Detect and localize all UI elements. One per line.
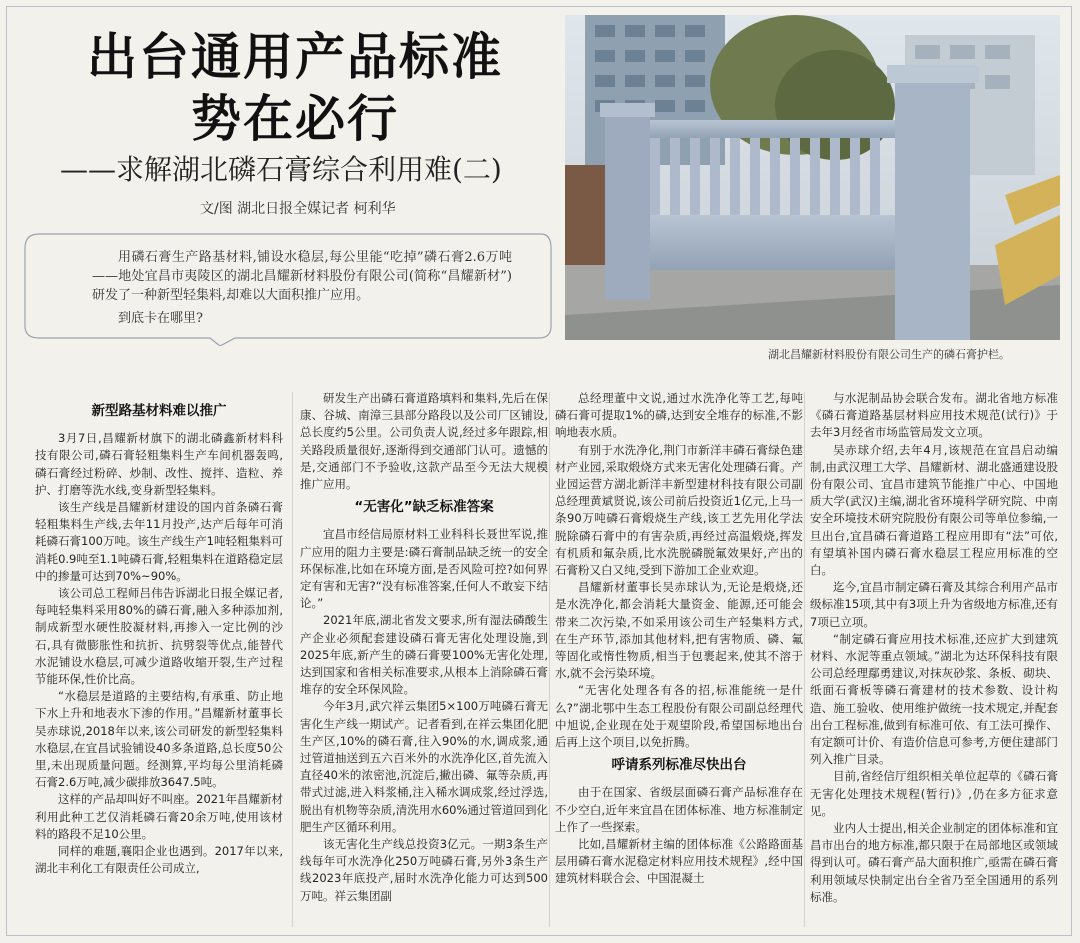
paragraph: 3月7日,昌耀新材旗下的湖北磷鑫新材料科技有限公司,磷石膏轻粗集料生产车间机器轰鸣,磷石膏经过粉碎、炒制、改性、搅拌、造粒、养护、打磨等洗水线,变身新型轻集料。 — [35, 431, 283, 497]
subtitle: ——求解湖北磷石膏综合利用难(二) — [60, 153, 502, 186]
article-column-4 — [810, 390, 1058, 930]
section-heading-1: 新型路基材料难以推广 — [91, 403, 227, 419]
paragraph: 迄今,宜昌市制定磷石膏及其综合利用产品市级标准15项,其中有3项上升为省级地方标准,还有7项已立项。 — [810, 580, 1058, 629]
byline: 文/图 湖北日报全媒记者 柯利华 — [200, 201, 396, 217]
article-column-3 — [555, 390, 803, 930]
paragraph: 该无害化生产线总投资3亿元。一期3条生产线每年可水洗净化250万吨磷石膏,另外3条生产线2023年底投产,届时水洗净化能力可达到500万吨。祥云集团副 — [300, 837, 548, 903]
section-heading-3: 呼请系列标准尽快出台 — [611, 757, 747, 774]
paragraph: 比如,昌耀新材主编的团体标准《公路路面基层用磷石膏水泥稳定材料应用技术规程》,经中国建筑材料联合会、中国混凝土 — [555, 837, 803, 886]
paragraph: 有别于水洗净化,荆门市新洋丰磷石膏绿色建材产业园,采取煅烧方式来无害化处理磷石膏。产业园运营方湖北新洋丰新型建材科技有限公司副总经理黄斌贤说,该公司前后投资近1亿元,上马一条90万吨磷石膏煅烧生产线,该工艺先用化学法脱除磷石膏中的有害杂质,再经过高温煅烧,挥发有机质和氟杂质,比水洗脱磷脱氟效果好,产出的石膏粉又白又纯,受到下游加工企业欢迎。 — [555, 442, 803, 578]
paragraph: “水稳层是道路的主要结构,有承重、防止地下水上升和地表水下渗的作用。”昌耀新材董事长吴赤球说,2018年以来,该公司研发的新型轻集料水稳层,在宜昌试验铺设40多条道路,总长度50公里,未出现质量问题。经测算,平均每公里消耗磷石膏2.6万吨,减少碳排放3647.5吨。 — [35, 689, 283, 790]
column-divider — [292, 392, 293, 927]
section-heading-2: “无害化”缺乏标准答案 — [354, 499, 494, 516]
photo-caption: 湖北昌耀新材料股份有限公司生产的磷石膏护栏。 — [768, 348, 1010, 361]
lead-question: 到底卡在哪里? — [118, 311, 203, 326]
paragraph: “制定磷石膏应用技术标准,还应扩大到建筑材料、水泥等重点领域。”湖北为达环保科技有限公司总经理鄢勇建议,对抹灰砂浆、条板、砌块、纸面石膏板等磷石膏建材的技术参数、设计构造、施工验收、使用维护做统一技术规定,并配套出台工程标准,做到有标准可依、有工法可操作、有定额可计价、有造价信息可参考,方便住建部门列入推广目录。 — [810, 631, 1058, 767]
paragraph: 这样的产品却叫好不叫座。2021年昌耀新材利用此种工艺仅消耗磷石膏20余万吨,使用该材料的路段不足10公里。 — [35, 792, 283, 841]
news-photo — [565, 15, 1060, 340]
paragraph: 研发生产出磷石膏道路填料和集料,先后在保康、谷城、南漳三县部分路段以及公司厂区铺设,总长度约5公里。公司负责人说,经过多年跟踪,相关路段质量很好,逐渐得到交通部门认可。遗憾的是,交通部门不予验收,这款产品至今无法大规模推广应用。 — [300, 391, 548, 492]
paragraph: 业内人士提出,相关企业制定的团体标准和宜昌市出台的地方标准,都只限于在局部地区或领域得到认可。磷石膏产品大面积推广,亟需在磷石膏利用领域尽快制定出台全省乃至全国通用的系列标准。 — [810, 821, 1058, 904]
column-divider — [804, 392, 805, 927]
headline-line-2: 势在必行 — [191, 90, 399, 148]
paragraph: 与水泥制品协会联合发布。湖北省地方标准《磷石膏道路基层材料应用技术规范(试行)》于去年3月经省市场监管局发文立项。 — [810, 391, 1058, 440]
paragraph: “无害化处理各有各的招,标准能统一是什么?”湖北鄂中生态工程股份有限公司副总经理代中旭说,企业现在处于观望阶段,希望国标地出台后再上这个项目,以免折腾。 — [555, 683, 803, 750]
article-column-1 — [35, 397, 283, 937]
paragraph: 今年3月,武穴祥云集团5×100万吨磷石膏无害化生产线一期试产。记者看到,在祥云集团化肥生产区,10%的磷石膏,往入90%的水,调成浆,通过管道抽送到五六百米外的水洗净化区,首先流入直径40米的浓密池,沉淀后,撇出磷、氟等杂质,再带式过滤,进入料浆桶,注入稀水调成浆,经过浮选,脱出有机物等杂质,清洗用水60%通过管道回到化肥生产区循环利用。 — [300, 699, 548, 834]
paragraph: 同样的难题,襄阳企业也遇到。2017年以来,湖北丰利化工有限责任公司成立, — [35, 844, 283, 876]
guardrail-photo-illustration — [565, 15, 1060, 340]
lead-paragraph: 用磷石膏生产路基材料,铺设水稳层,每公里能“吃掉”磷石膏2.6万吨——地处宜昌市夷陵区的湖北昌耀新材料股份有限公司(简称“昌耀新材”)研发了一种新型轻集料,却难以大面积推广应用。 — [92, 250, 512, 303]
paragraph: 总经理董中文说,通过水洗净化等工艺,每吨磷石膏可提取1%的磷,达到安全堆存的标准,不影响地表水质。 — [555, 391, 803, 440]
paragraph: 该公司总工程师吕伟告诉湖北日报全媒记者,每吨轻集料采用80%的磷石膏,融入多种添加剂,制成新型水硬性胶凝材料,再掺入一定比例的沙石,具有微膨胀性和抗折、抗劈裂等优点,能替代水泥铺设水稳层,可减少道路收缩开裂,生产过程节能环保,性价比高。 — [35, 586, 283, 687]
paragraph: 吴赤球介绍,去年4月,该规范在宜昌启动编制,由武汉理工大学、昌耀新材、湖北盛通建设股份有限公司、宜昌市建筑节能推广中心、中国地质大学(武汉)主编,湖北省环境科学研究院、中南安全环境技术研究院股份有限公司等单位参编,一旦出台,宜昌磷石膏道路工程应用即有“法”可依,有望填补国内磷石膏水稳层工程应用标准的空白。 — [810, 442, 1058, 578]
headline — [40, 26, 550, 150]
paragraph: 由于在国家、省级层面磷石膏产品标准存在不少空白,近年来宜昌在团体标准、地方标准制定上作了一些探索。 — [555, 785, 803, 834]
headline-line-1: 出台通用产品标准 — [87, 28, 503, 86]
column-divider — [549, 392, 550, 927]
paragraph: 该生产线是昌耀新材建设的国内首条磷石膏轻粗集料生产线,去年11月投产,达产后每年可消耗磷石膏100万吨。该生产线生产1吨轻粗集料可消耗0.9吨至1.1吨磷石膏,轻粗集料在道路稳定层中的掺量可达到70%~90%。 — [35, 500, 283, 583]
paragraph: 2021年底,湖北省发文要求,所有湿法磷酸生产企业必须配套建设磷石膏无害化处理设施,到2025年底,新产生的磷石膏要100%无害化处理,达到国家和省相关标准要求,从根本上消除磷石膏堆存的安全环保风险。 — [300, 613, 548, 697]
paragraph: 宜昌市经信局原材料工业科科长聂世军说,推广应用的阻力主要是:磷石膏制品缺乏统一的安全环保标准,比如在环境方面,是否风险可控?如何界定有害和无害?“没有标准答案,任何人不敢妄下结论。” — [300, 527, 548, 611]
paragraph: 昌耀新材董事长吴赤球认为,无论是煅烧,还是水洗净化,都会消耗大量资金、能源,还可能会带来二次污染,不如采用该公司生产轻集料方式,在生产环节,添加其他材料,把有害物质、磷、氟等固化或惰性物质,相当于包裹起来,使其不溶于水,就不会污染环境。 — [555, 580, 803, 681]
article-column-2 — [300, 390, 548, 930]
paragraph: 目前,省经信厅组织相关单位起草的《磷石膏无害化处理技术规程(暂行)》,仍在多方征求意见。 — [810, 769, 1058, 818]
